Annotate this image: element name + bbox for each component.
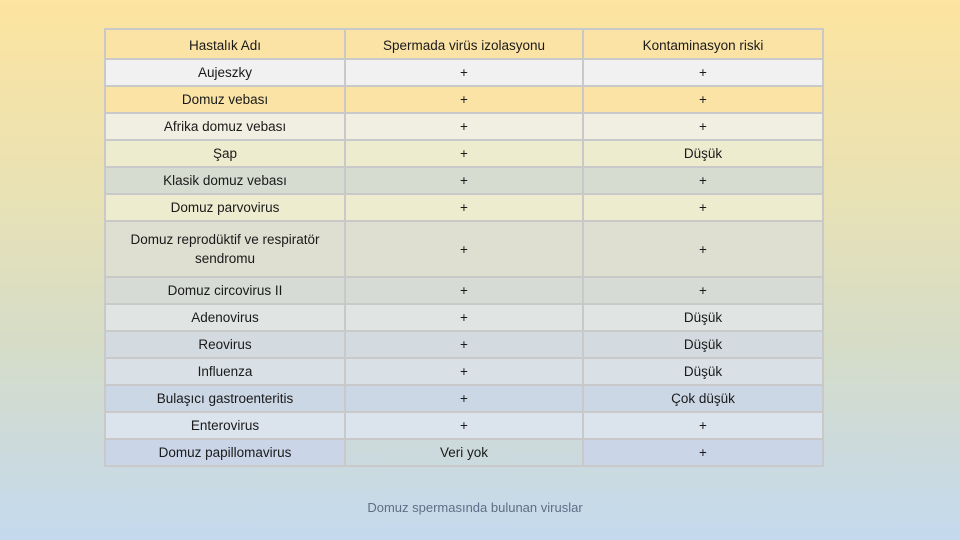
virus-isolation-cell: Veri yok <box>345 439 583 466</box>
disease-name-cell: Domuz vebası <box>105 86 345 113</box>
table-row <box>105 59 823 86</box>
virus-table <box>104 28 824 467</box>
disease-name-cell: Bulaşıcı gastroenteritis <box>105 385 345 412</box>
table-row <box>105 113 823 140</box>
table-row <box>105 86 823 113</box>
contamination-risk-cell: + <box>583 59 823 86</box>
table-row <box>105 412 823 439</box>
contamination-risk-cell: + <box>583 221 823 277</box>
contamination-risk-cell: Düşük <box>583 140 823 167</box>
table-row <box>105 439 823 466</box>
virus-isolation-cell: + <box>345 358 583 385</box>
disease-name-cell: Domuz reprodüktif ve respiratör sendromu <box>105 221 345 277</box>
virus-isolation-cell: + <box>345 167 583 194</box>
disease-name-cell: Domuz papillomavirus <box>105 439 345 466</box>
header-disease-name: Hastalık Adı <box>105 29 345 59</box>
contamination-risk-cell: Düşük <box>583 358 823 385</box>
contamination-risk-cell: + <box>583 194 823 221</box>
contamination-risk-cell: Düşük <box>583 331 823 358</box>
header-virus-isolation: Spermada virüs izolasyonu <box>345 29 583 59</box>
contamination-risk-cell: Çok düşük <box>583 385 823 412</box>
disease-name-cell: Influenza <box>105 358 345 385</box>
contamination-risk-cell: + <box>583 113 823 140</box>
disease-name-cell: Reovirus <box>105 331 345 358</box>
contamination-risk-cell: + <box>583 439 823 466</box>
contamination-risk-cell: + <box>583 277 823 304</box>
virus-isolation-cell: + <box>345 86 583 113</box>
disease-name-cell: Aujeszky <box>105 59 345 86</box>
disease-name-cell: Klasik domuz vebası <box>105 167 345 194</box>
disease-name-cell: Domuz circovirus II <box>105 277 345 304</box>
virus-isolation-cell: + <box>345 194 583 221</box>
contamination-risk-cell: + <box>583 412 823 439</box>
disease-name-cell: Enterovirus <box>105 412 345 439</box>
table-row <box>105 358 823 385</box>
table-row <box>105 304 823 331</box>
virus-isolation-cell: + <box>345 113 583 140</box>
contamination-risk-cell: + <box>583 86 823 113</box>
virus-isolation-cell: + <box>345 331 583 358</box>
contamination-risk-cell: Düşük <box>583 304 823 331</box>
table-row <box>105 331 823 358</box>
disease-name-cell: Şap <box>105 140 345 167</box>
virus-isolation-cell: + <box>345 304 583 331</box>
virus-isolation-cell: + <box>345 140 583 167</box>
table-row <box>105 221 823 277</box>
virus-isolation-cell: + <box>345 59 583 86</box>
table-header-row <box>105 29 823 59</box>
table-row <box>105 194 823 221</box>
table-caption: Domuz spermasında bulunan viruslar <box>367 500 583 515</box>
table-row <box>105 385 823 412</box>
table-row <box>105 140 823 167</box>
virus-isolation-cell: + <box>345 385 583 412</box>
contamination-risk-cell: + <box>583 167 823 194</box>
table-row <box>105 277 823 304</box>
header-contamination-risk: Kontaminasyon riski <box>583 29 823 59</box>
disease-name-cell: Domuz parvovirus <box>105 194 345 221</box>
disease-name-cell: Adenovirus <box>105 304 345 331</box>
disease-name-cell: Afrika domuz vebası <box>105 113 345 140</box>
virus-isolation-cell: + <box>345 221 583 277</box>
table-row <box>105 167 823 194</box>
virus-isolation-cell: + <box>345 412 583 439</box>
virus-isolation-cell: + <box>345 277 583 304</box>
